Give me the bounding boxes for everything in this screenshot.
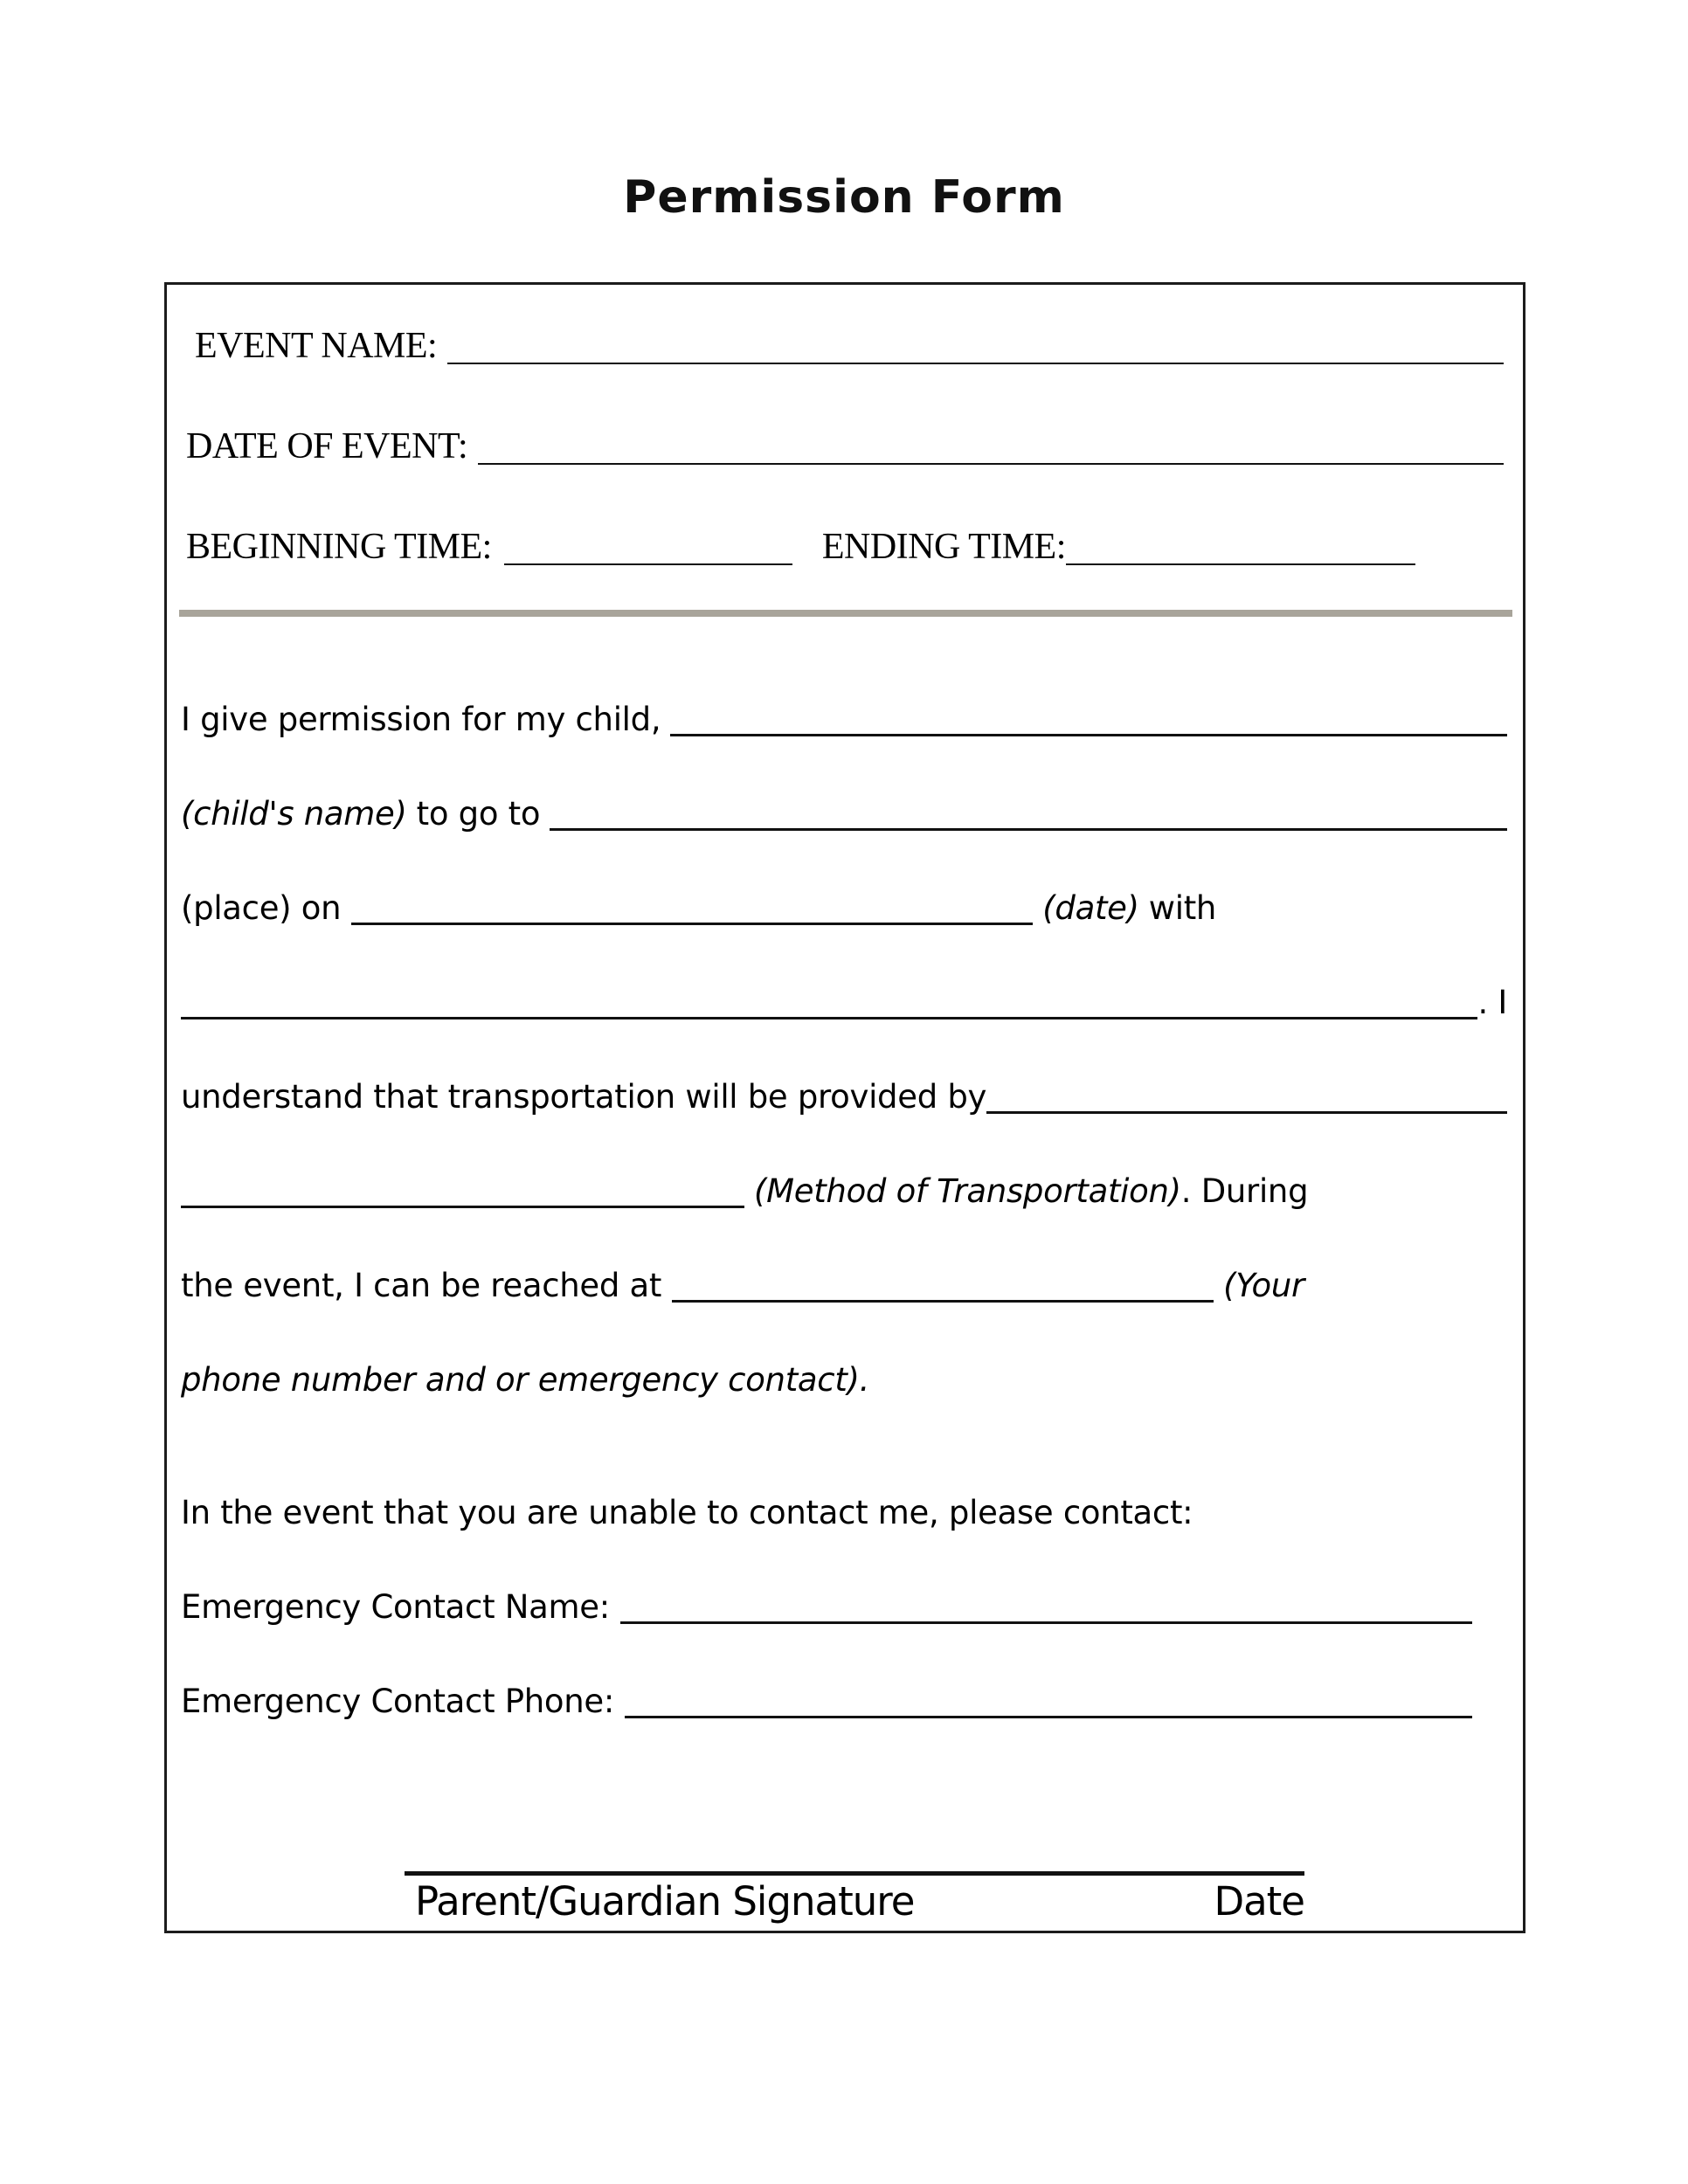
line6-text: . During — [1180, 1171, 1309, 1210]
ending-time-label: ENDING TIME: — [821, 526, 1066, 567]
paragraph-line-2 — [181, 766, 1507, 860]
line1-text: I give permission for my child, — [181, 700, 661, 738]
paragraph-gap — [181, 1427, 1507, 1465]
beginning-time-blank-line — [504, 555, 792, 565]
emergency-phone-row — [181, 1654, 1507, 1748]
date-of-event-blank-line — [478, 454, 1504, 465]
transportation-blank-line — [986, 1080, 1507, 1114]
line3-text-end: with — [1148, 888, 1217, 927]
event-name-row — [186, 315, 1504, 366]
paragraph-line-3 — [181, 860, 1507, 955]
date-blank-line — [351, 891, 1033, 925]
line2-text: to go to — [416, 794, 541, 833]
permission-form-box — [164, 282, 1525, 1933]
line3-text: (place) on — [181, 888, 342, 927]
signature-row — [405, 1878, 1304, 1925]
emergency-intro-text: In the event that you are unable to contact me, please contact: — [181, 1493, 1193, 1531]
paragraph-line-1 — [181, 672, 1507, 766]
child-name-blank-line — [670, 702, 1507, 736]
date-of-event-row — [186, 416, 1504, 467]
ending-time-blank-line — [1066, 555, 1415, 565]
permission-paragraph — [181, 672, 1507, 1748]
times-row — [186, 516, 1504, 567]
transportation-blank-line-2 — [181, 1174, 744, 1208]
date-label: Date — [1214, 1878, 1304, 1925]
emergency-contact-name-label: Emergency Contact Name: — [181, 1587, 610, 1626]
event-name-label: EVENT NAME: — [195, 325, 438, 366]
emergency-name-row — [181, 1559, 1507, 1654]
page-title: Permission Form — [623, 171, 1065, 224]
paragraph-line-7 — [181, 1238, 1507, 1332]
phone-blank-line — [672, 1268, 1214, 1303]
date-of-event-label: DATE OF EVENT: — [186, 425, 468, 467]
section-divider — [179, 610, 1512, 617]
emergency-intro-line — [181, 1465, 1507, 1559]
child-name-hint: (child's name) — [181, 794, 407, 833]
transportation-hint: (Method of Transportation) — [754, 1171, 1181, 1210]
place-blank-line — [550, 797, 1507, 831]
phone-hint-end: phone number and or emergency contact). — [181, 1360, 870, 1399]
emergency-contact-phone-label: Emergency Contact Phone: — [181, 1682, 615, 1720]
date-hint: (date) — [1042, 888, 1139, 927]
line7-text: the event, I can be reached at — [181, 1266, 662, 1304]
emergency-contact-phone-blank-line — [625, 1684, 1472, 1718]
paragraph-line-4 — [181, 955, 1507, 1049]
chaperone-blank-line — [181, 985, 1477, 1019]
emergency-contact-name-blank-line — [620, 1590, 1472, 1624]
event-name-blank-line — [447, 354, 1504, 364]
paragraph-line-5 — [181, 1049, 1507, 1144]
signature-label: Parent/Guardian Signature — [415, 1878, 915, 1925]
phone-hint-start: (Your — [1223, 1266, 1304, 1304]
paragraph-line-8 — [181, 1332, 1507, 1427]
line5-text: understand that transportation will be provided by — [181, 1077, 987, 1116]
paragraph-line-6 — [181, 1144, 1507, 1238]
line4-text: . I — [1477, 983, 1507, 1021]
beginning-time-label: BEGINNING TIME: — [186, 526, 492, 567]
signature-blank-line — [405, 1871, 1304, 1876]
